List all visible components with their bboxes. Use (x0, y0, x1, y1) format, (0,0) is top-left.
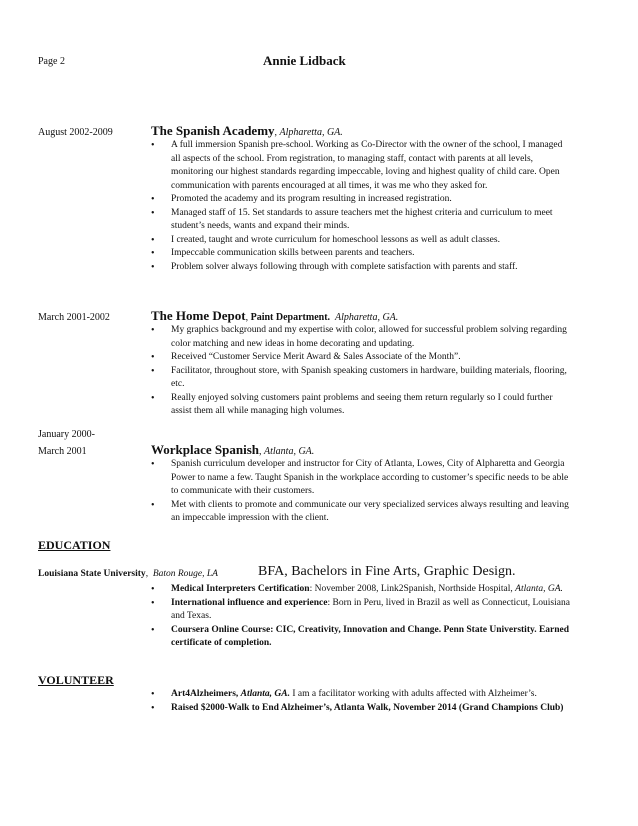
list-item (151, 597, 571, 624)
company-name: The Spanish Academy (151, 123, 275, 138)
item-text: I am a facilitator working with adults affected with Alzheimer’s. (290, 689, 537, 699)
volunteer-items (151, 688, 571, 715)
job-location: Atlanta, GA. (264, 446, 315, 457)
job-bullets (151, 458, 571, 526)
department: Paint Department. (250, 312, 331, 323)
list-item: • I created, taught and wrote curriculum for homeschool lessons as well as adult classes. (151, 234, 571, 248)
degree: BFA, Bachelors in Fine Arts, Graphic Design. (258, 564, 516, 579)
company-name: The Home Depot (151, 308, 246, 323)
separator: , (259, 446, 265, 457)
job-title (151, 123, 343, 139)
school-name: Louisiana State University (38, 569, 146, 579)
job-date: August 2002-2009 (38, 127, 113, 138)
list-item: • Managed staff of 15. Set standards to assure teachers met the highest criteria and curriculum to meet student’s needs, wants and expand their minds. (151, 207, 571, 234)
separator: , (245, 312, 251, 323)
job-bullets (151, 139, 571, 274)
page-number: Page 2 (38, 56, 65, 67)
item-label: Medical Interpreters Certification (171, 584, 310, 594)
list-item (151, 688, 571, 702)
company-name: Workplace Spanish (151, 442, 260, 457)
list-item (151, 624, 571, 651)
list-item: • Spanish curriculum developer and instructor for City of Atlanta, Lowes, City of Alpharetta and Georgia Power to name a few. Taught Spanish in the workplace according to customer’s specific needs to be able to communicate with their customers. (151, 458, 571, 499)
job-date: March 2001-2002 (38, 312, 110, 323)
volunteer-heading: VOLUNTEER (38, 673, 114, 687)
list-item: • Promoted the academy and its program resulting in increased registration. (151, 193, 571, 207)
list-item: • A full immersion Spanish pre-school. Working as Co-Director with the owner of the school, I managed all aspects of the school. From registration, to managing staff, contact with parents at all levels, monitoring our highest standards regarding impeccable, loving and highest quality of child care. Open communication with parents encouraged at all times, it was me who they asked for. (151, 139, 571, 193)
list-item: • Impeccable communication skills between parents and teachers. (151, 247, 571, 261)
list-item (151, 702, 571, 716)
job-location: Alpharetta, GA. (335, 312, 399, 323)
job-title (151, 308, 398, 324)
job-date-start: January 2000- (38, 429, 95, 440)
school-location: Baton Rouge, LA (152, 569, 218, 579)
item-label: Art4Alzheimers, (171, 689, 241, 699)
education-heading: EDUCATION (38, 538, 111, 552)
item-location: Atlanta, GA. (240, 689, 291, 699)
job-location: Alpharetta, GA. (279, 127, 343, 138)
job-date: March 2001 (38, 446, 87, 457)
list-item (151, 583, 571, 597)
list-item: • Problem solver always following through with complete satisfaction with parents and staff. (151, 261, 571, 275)
education-items (151, 583, 571, 651)
item-label: International influence and experience (171, 597, 328, 608)
list-item: • Met with clients to promote and communicate our very specialized services always resulting and leaving an impeccable impression with the client. (151, 499, 571, 526)
resume-name: Annie Lidback (263, 53, 346, 68)
school: Louisiana State University, Baton Rouge, LA (38, 569, 218, 579)
separator: , (274, 127, 280, 138)
list-item: • Really enjoyed solving customers paint problems and seeing them return regularly so I could further assist them all while managing high volumes. (151, 392, 571, 419)
item-text: : Born in Peru, lived in Brazil as well as Connecticut, Louisiana and Texas. (171, 597, 570, 621)
job-title (151, 442, 314, 458)
list-item: • Facilitator, throughout store, with Spanish speaking customers in hardware, building materials, flooring, etc. (151, 365, 571, 392)
list-item: • Received “Customer Service Merit Award & Sales Associate of the Month”. (151, 351, 571, 365)
item-text: : November 2008, Link2Spanish, Northside Hospital, (309, 584, 516, 594)
list-item: • My graphics background and my expertise with color, allowed for successful problem solving regarding color matching and new ideas in home decorating and updating. (151, 324, 571, 351)
item-label: Coursera Online Course: CIC, Creativity, Innovation and Change. Penn State Universtity. Earned certificate of completion. (171, 624, 570, 648)
item-location: Atlanta, GA. (515, 584, 563, 594)
job-bullets (151, 324, 571, 419)
item-label: Raised $2000-Walk to End Alzheimer’s, Atlanta Walk, November 2014 (Grand Champions Club) (171, 702, 564, 713)
